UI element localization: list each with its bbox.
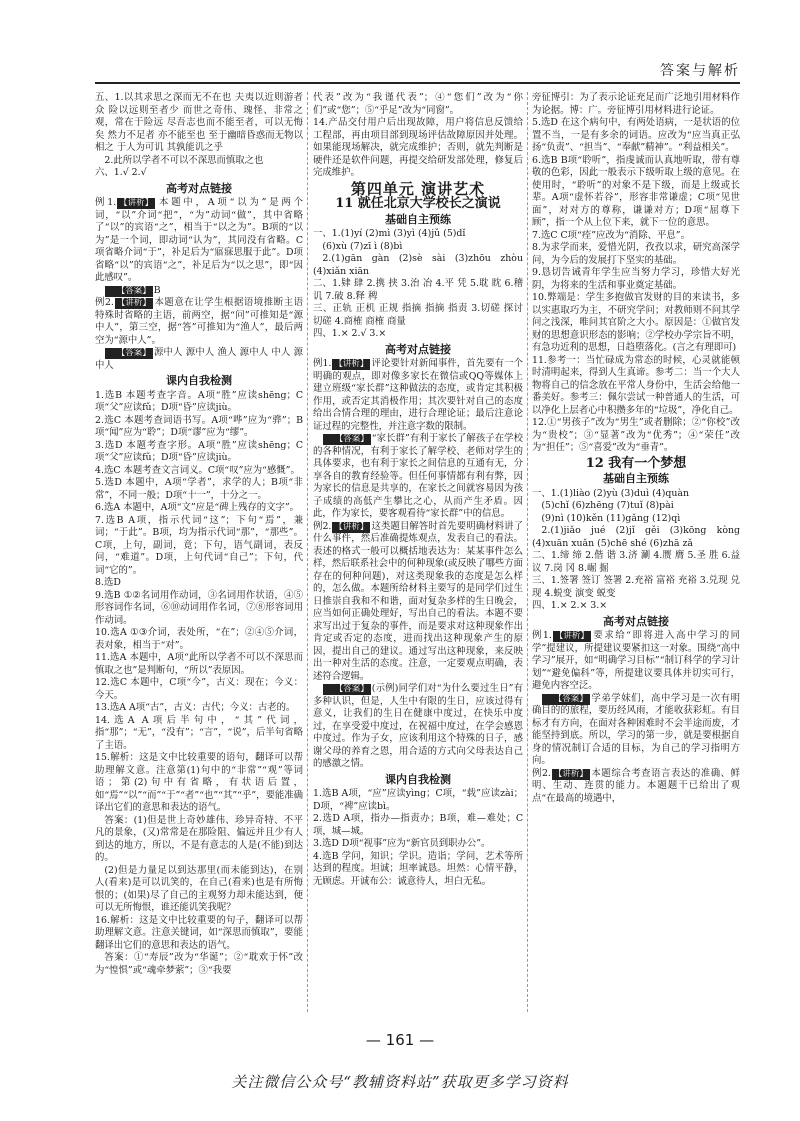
- analysis-tag: 【讲析】: [553, 768, 588, 779]
- answer-text: (示例)同学们对“为什么要过生日”有多种认识，但是，人生中有限的生日，应该过得有意义，让我们的生日在健康中度过，在快乐中度过，在享受爱中度过，在祝福中度过，在学会感恩中度过。作为子女，应该利用这个特殊的日子，感谢父母的养育之恩，用合适的方式向父母表达自己的感激之情。: [313, 683, 523, 769]
- answer-tag: 【答案】: [105, 348, 152, 359]
- text-line: 8.为求学而来，爱惜光阴，孜孜以求，研究高深学问，为今后的发展打下坚实的基础。: [532, 242, 740, 266]
- example-text: 本题意在让学生根据语境推断主语特殊时省略的主语，前两空，据“问”可推知是“源中人”，第三空，据“答”可推知为“渔人”，最后两空为“源中人”。: [95, 297, 303, 346]
- list-item: 10.选A ①③介词，表处所，“在”；②④⑤介词，表对象，相当于“对”。: [95, 627, 303, 651]
- list-item: 8.选D: [95, 577, 121, 588]
- lesson-title: 11 就任北京大学校长之演说: [335, 196, 501, 211]
- list-item: 三、1.签署 签订 签署 2.充裕 富裕 充裕 3.兑现 兑现 4.蜕变 演变 蜕变: [532, 575, 740, 599]
- analysis-tag: 【讲析】: [334, 521, 369, 532]
- list-item: (6)xù (7)zī ì (8)bì: [322, 240, 403, 252]
- list-item: 7.选B A项，指示代词“这”；下句“焉”，兼词；“于此”。B项，均为指示代词“那”，“那些”。C项，上句，副词，竟；下句，语气副词，表反问，“难道”。D项，上句代词“自己”；下句，代词“它的”。: [95, 514, 303, 576]
- section-heading: 基础自主预练: [603, 472, 669, 485]
- list-item: 1.选B A项，“应”应读yìng；C项，“载”应读zài；D项，“裨”应读bì。: [313, 788, 523, 812]
- section-heading: 高考对点链接: [603, 614, 669, 628]
- answer-paragraph: [532, 693, 740, 768]
- list-item: 3.选D D项“视事”应为“新官员到职办公”。: [313, 838, 491, 849]
- list-item: 4.选C 本题考查文言词义。C项“叹”应为“感慨”。: [95, 464, 300, 476]
- answer-paragraph: [95, 347, 303, 372]
- list-item: 一、1.(1)liào (2)yù (3)duì (4)quàn: [532, 487, 690, 499]
- list-item: 16.解析：这是文中比较重要的句子，翻译可以帮助理解文意。注意关键词，如“深思而慎取”，要能翻译出它们的意思和表达的语气。: [95, 914, 303, 951]
- text-line: 10.弊端是：学生多抱做官发财的目的来读书，多以实惠取巧为主，不研究学问；对教师则不问其学问之浅深，唯问其官阶之大小。原因是：①做官发财的思想意识形态的影响；②学校办学宗旨不明，有急功近利的思想，日趋堕落化。(言之有理即可): [532, 292, 740, 353]
- list-item: 15.解析：这是文中比较重要的语句，翻译可以帮助理解文意。注意第(1)句中的“非常”“观”等词语；第(2)句中有省略，有状语后置，如“焉”“以”“而”“于”“者”“也”“其”“乎”，要能准确译出它们的意思和表达的语气。: [95, 752, 303, 813]
- text-line: 11.参考一：当忙碌成为常态的时候，心灵就能顿时清明起来，得到人生真谛。参考二：当一个大人物将自己的信念放在平常人身份中，生活会给他一番美好。参考三：佩尔尝试一种普通人的生活，可以净化上层者心中积攒多年的“垃圾”，净化自己。: [532, 354, 740, 416]
- analysis-tag: 【讲析】: [119, 198, 154, 208]
- page-number: — 161 —: [365, 1031, 435, 1049]
- list-item: 二、1.肄 肆 2.携 挟 3.治 冶 4.平 凭 5.耽 眈 6.稽 讥 7.破 8.释 稗: [313, 278, 523, 302]
- header-title: 答案与解析: [660, 63, 740, 79]
- column-3: [532, 92, 740, 1027]
- text-line: 9.恳切告诫青年学生应当努力学习，珍惜大好光阴，为将来的生活和事业奠定基础。: [532, 267, 740, 291]
- answer-page: [95, 92, 740, 1027]
- list-item: 3.选D 本题考查字形。A项“胜”应读shēng；C项“父”应读fǔ；D项“昏”应读jiù。: [95, 439, 303, 463]
- column-2: [313, 92, 523, 1027]
- answer-paragraph: [95, 285, 303, 298]
- section-heading: 基础自主预练: [385, 212, 451, 226]
- answer-text: 源中人 源中人 渔人 源中人 中人 源中人: [95, 347, 303, 371]
- answer-tag: 【答案】: [323, 434, 370, 445]
- answer-text: “家长群”有利于家长了解孩子在学校的各种情况，有利于家长了解学校、老师对学生的具体要求，也有利于家长之间信息的互通有无，分享各自的教育经验等。但任何事情都有利有弊，因为家长的信息是共享的，在家长之间就容易因为孩子成绩的高低产生攀比之心，从而产生矛盾。因此，作为家长，要客观看待“家长群”中的信息。: [313, 433, 523, 519]
- list-item: 11.选A 本题中，A项“此所以学者不可以不深思而慎取之也”是判断句，“所以”表原因。: [95, 652, 303, 676]
- example-paragraph: 例1. 【讲析】 评论要针对新闻事件，首先要有一个明确的观点，即对像多家长在微信或QQ等媒体上建立班级“家长群”这种做法的态度，或肯定其积极作用，或否定其消极作用；其次要针对自己的态度给出合情合理的理由，进行合理论证；最后注意论证过程的完整性，并注意字数的限制。: [313, 358, 523, 432]
- example-paragraph: 例1. 【讲析】 要求给“即将进入高中学习的同学”提建议，所提建议要紧扣这一对象。围绕“高中学习”展开，如“明确学习目标”“制订科学的学习计划”“避免偏科”等，所提建议要具体并切实可行，避免内容空泛。: [532, 630, 740, 691]
- list-item: 2.(1)gān gàn (2)sè sài (3)zhōu zhòu (4)xiǎn xiān: [313, 253, 523, 277]
- answer-paragraph: [313, 683, 523, 771]
- list-item: 14.选A A项后半句中，“其”代词，指“那”；“无”，“没有”；“言”，“说”，后半句省略了主语。: [95, 714, 303, 751]
- section-heading: 课内自我检测: [166, 374, 232, 387]
- list-item: 1.选B 本题考查字音。A项“胜”应读shēng；C项“父”应读fǔ；D项“昏”应读jiù。: [95, 389, 303, 413]
- list-item: 一、1.(1)yí (2)mì (3)yì (4)jǔ (5)dǐ: [313, 228, 466, 239]
- answer-tag: 【答案】: [323, 684, 370, 695]
- example-text: 评论要针对新闻事件，首先要有一个明确的观点，即对像多家长在微信或QQ等媒体上建立班级“家长群”这种做法的态度，或肯定其积极作用，或否定其消极作用；其次要针对自己的态度给出合情合理的理由，进行合理论证；最后注意论证过程的完整性，并注意字数的限制。: [313, 358, 523, 432]
- example-text: 本题中，A项“以为”是两个词，“以”介词“把”，“为”动词“做”，其中省略了“以”的宾语“之”，相当于“以之为”。B项的“以为”是一个词，即动词“认为”，其同没有省略。C项省略介词“于”，补足后为“寤寐思服于此”。D项省略“以”的宾语“之”，补足后为“以之思”，即“因此感叹”。: [95, 197, 303, 283]
- section-heading: 高考对点链接: [385, 342, 451, 356]
- section-heading: 高考对点链接: [166, 181, 232, 195]
- text-line: 2.此所以学者不可以不深思而慎取之也: [104, 154, 264, 166]
- section-heading: 课内自我检测: [385, 772, 451, 786]
- text-line: 旁征博引：为了表示论证充足而广泛地引用材料作为论据。博：广。旁征博引用材料进行论证。: [532, 92, 740, 116]
- list-item: 2.选C 本题考查词语书写。A项“哗”应为“骅”；B项“闻”应为“聆”；D项“谬”应为“缪”。: [95, 414, 303, 438]
- lesson-title: 12 我有一个梦想: [585, 455, 687, 471]
- analysis-tag: 【讲析】: [554, 631, 589, 641]
- column-divider: [527, 92, 528, 1012]
- example-text: 本题综合考查语言表达的准确、鲜明、生动、连贯的能力。本题题干已给出了观点“在最高的境遇中，: [532, 767, 740, 804]
- list-item: 三、正轨 正机 正规 指摘 指摘 指责 3.切磋 探讨 切磋 4.商榷 商榷 商量: [313, 303, 523, 327]
- list-item: (5)chǐ (6)zhēng (7)tuǐ (8)pài: [541, 500, 674, 511]
- analysis-tag: 【讲析】: [116, 298, 151, 308]
- list-item: 四、1.× 2.× 3.×: [532, 600, 608, 611]
- analysis-tag: 【讲析】: [334, 359, 369, 369]
- column-1: [95, 92, 303, 1027]
- example-text: 这类题目解答时首先要明确材料讲了什么事件，然后准确提炼观点，发表自己的看法。表述的格式一般可以概括地表达为：某某事件怎么样，然后联系社会中的何种现象(或反映了哪些方面存在的何种问题)，对这类现象我的态度是怎么样的，怎么做。本题所给材料主要写的是同学们过生日推崇自我和不和谐，面对复杂多样的生日晚会，应当如何正确处理好，写出自己的看法。本题不要求写出过于复杂的事件，而是要求对这种现象作出肯定或否定的态度，进而找出这种现象产生的原因，提出自己的建议。通过写出这种现象，来反映出一种对生活的态度。注意，一定要观点明确，表述符合逻辑。: [313, 520, 523, 682]
- unit-title: 第四单元 演讲艺术: [350, 179, 486, 198]
- list-item: 13.选A A项“古”，古义：古代；今义：古老的。: [95, 702, 296, 713]
- answer-tag: 【答案】: [105, 286, 152, 297]
- example-text: 要求给“即将进入高中学习的同学”提建议，所提建议要紧扣这一对象。围绕“高中学习”展开，如“明确学习目标”“制订科学的学习计划”“避免偏科”等，所提建议要具体并切实可行，避免内容空泛。: [532, 630, 740, 691]
- footer-note: 关注微信公众号“教辅资料站”获取更多学习资料: [231, 1073, 569, 1091]
- text-line: 6.选B B项“聆听”，指虔诚而认真地听取，带有尊敬的色彩，因此一般表示下级听取上级的意见。在使用时，“聆听”的对象不是下级，而是上级或长辈。A项“虚怀若谷”，形容非常谦虚；C项“见世面”，对对方的尊称，谦谦对方；D项“屈尊下顾”，指一个从上位下来，就下一位的意思。: [532, 154, 740, 228]
- text-line: 14.产品交付用户后出现故障，用户将信息反馈给工程部，再由项目部到现场评估故障原因并处理。如果能现场解决，就完成维护；否则，就先判断是硬件还是软件问题，再提交给研发部处理，修复后完成维护。: [313, 117, 523, 178]
- example-paragraph: 例2. 【讲析】 这类题目解答时首先要明确材料讲了什么事件，然后准确提炼观点，发表自己的看法。表述的格式一般可以概括地表达为：某某事件怎么样，然后联系社会中的何种现象(或反映了哪些方面存在的何种问题)，对这类现象我的态度是怎么样的，怎么做。本题所给材料主要写的是同学们过生日推崇自我和不和谐，面对复杂多样的生日晚会，应当如何正确处理好，写出自己的看法。本题不要求写出过于复杂的事件，而是要求对这种现象作出肯定或否定的态度，进而找出这种现象产生的原因，提出自己的建议。通过写出这种现象，来反映出一种对生活的态度。注意，一定要观点明确，表述符合逻辑。: [313, 520, 523, 682]
- text-line: 代表”改为“我谨代表”；④“您们”改为“你们”或“您”；⑤“乎足”改为“同窗”。: [313, 92, 523, 116]
- list-item: 12.选C 本题中，C项“今”，古义：现在；今义：今天。: [95, 677, 303, 701]
- list-item: 答案：①“寿辰”改为“华诞”；②“耽欢于怀”改为“惶惧”或“魂牵梦萦”；③“我要: [95, 952, 303, 976]
- list-item: 6.选A 本题中，A项“文”应是“碑上残存的文字”。: [95, 502, 300, 513]
- list-item: 9.选B ①②名词用作动词，③名词用作状语，④⑤形容词作名词，⑥⑩动词用作名词，⑦⑧形容词用作动词。: [95, 589, 303, 626]
- list-item: 2.选D A项，指办—指责办；B项，难—难处；C项，城—城。: [313, 813, 523, 837]
- answer-text: 学弟学妹们，高中学习是一次有明确目的的旅程，要历经风雨，才能收获彩虹。有目标才有方向，在面对各种困难时不会半途而废，才能坚持到底。所以，学习的第一步，就是要根据自身的情况制订合适的目标，为自己的学习指明方向。: [532, 692, 740, 766]
- list-item: 四、1.× 2.√ 3.×: [313, 328, 387, 339]
- page-header: [95, 62, 740, 84]
- list-item: (2)但是力量足以到达那里(而未能到达)，在别人(看来)是可以讥笑的，在自己(看来)也是有所悔恨的；(如果)尽了自己的主观努力却未能达到，便可以无所悔恨，谁还能讥笑我呢？: [95, 864, 303, 913]
- list-item: 答案：(1)但是世上奇妙雄伟、珍异奇特、不平凡的景象，(又)常常是在那险阻、偏远并且少有人到达的地方，所以，不是有意志的人是(不能)到达的。: [95, 814, 303, 863]
- text-line: 五、1.以其求思之深而无不在也 夫夷以近则游者众 险以远则至者少 而世之奇伟、瑰怪、非常之观，常在于险远 尽吾志也而不能至者，可以无悔矣 然力不足者 亦不能至也 至于幽暗昏惑而无物以相之 于人为可讥 其孰能讥之乎: [95, 92, 303, 153]
- answer-paragraph: [313, 433, 523, 521]
- example-paragraph: 例2. 【讲析】 本题综合考查语言表达的准确、鲜明、生动、连贯的能力。本题题干已给出了观点“在最高的境遇中，: [532, 767, 740, 804]
- text-line: 5.选D 在这个病句中，有两处语病，一是状语的位置不当，一是有多余的词语。应改为“应当真正弘扬“负责”、“担当”、“奉献”精神”。“利益相关”。: [532, 117, 740, 153]
- list-item: (9)nì (10)kěn (11)gǎng (12)qì: [541, 512, 681, 524]
- answer-tag: 【答案】: [542, 694, 589, 705]
- text-line: 12.①“男孩子”改为“男生”或者删除；②“你校”改为“贵校”；③“显著”改为“优秀”；④“荣任”改为“担任”；⑤“喜爱”改为“垂青”。: [532, 417, 740, 453]
- list-item: 4.选B 学问，知识；学识。造诣；学问，艺术等所达到的程度。坦诚；坦率诚恳。坦然：心情平静，无顾虑。开诚布公：诚意待人，坦白无私。: [313, 850, 523, 887]
- text-line: 7.选C C项“痊”应改为“消除、平息”。: [532, 229, 690, 241]
- list-item: 二、1.缔 缔 2.偕 谐 3.济 涮 4.赝 膺 5.圣 胜 6.益 议 7.岗 冈 8.崛 掘: [532, 550, 740, 574]
- example-paragraph: 例2. 【讲析】 本题意在让学生根据语境推断主语特殊时省略的主语，前两空，据“问”可推知是“源中人”，第三空，据“答”可推知为“渔人”，最后两空为“源中人”。: [95, 297, 303, 346]
- list-item: 2.(1)jiǎo jué (2)jǐ gěi (3)kōng kòng (4)xuān xuǎn (5)chē shé (6)zhā zǎ: [532, 525, 740, 549]
- answer-text: B: [153, 284, 161, 296]
- example-paragraph: 例1. 【讲析】 本题中，A项“以为”是两个词，“以”介词“把”，“为”动词“做”，其中省略了“以”的宾语“之”，相当于“以之为”。B项的“以为”是一个词，即动词“认为”，其同没有省略。C项省略介词“于”，补足后为“寤寐思服于此”。D项省略“以”的宾语“之”，补足后为“以之思”，即“因此感叹”。: [95, 197, 303, 283]
- list-item: 5.选D 本题中，A项“学者”，求学的人；B项“非常”，不同一般；D项“十一”，十分之一。: [95, 477, 303, 501]
- column-divider: [307, 92, 308, 1012]
- text-line: 六、1.√ 2.√: [95, 167, 147, 178]
